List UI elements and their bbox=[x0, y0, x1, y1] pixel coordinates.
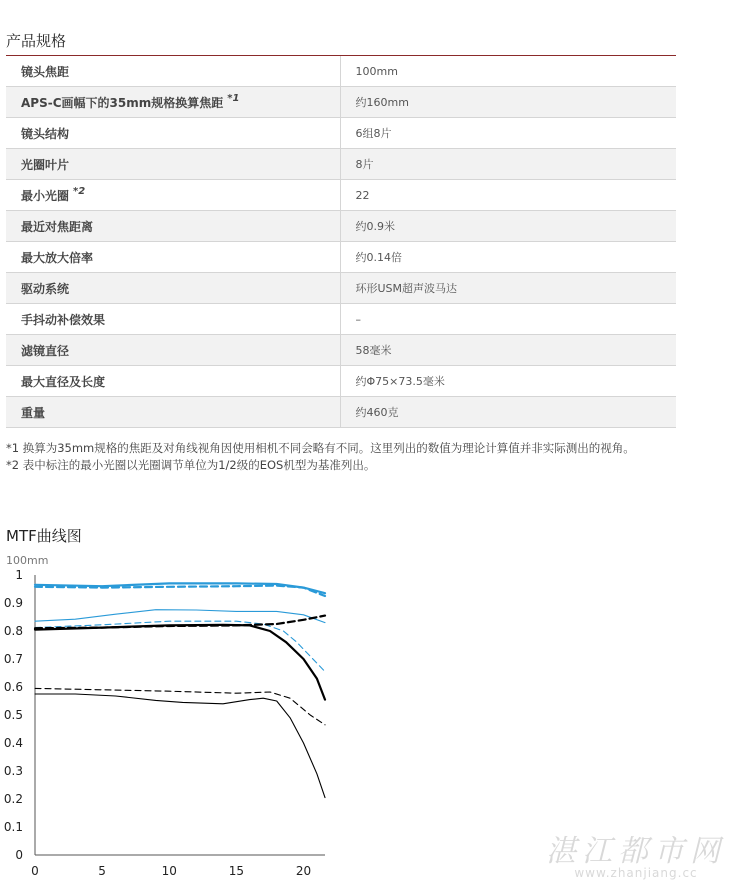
spec-row bbox=[6, 335, 676, 366]
spec-value: – bbox=[340, 304, 676, 335]
spec-label: 驱动系统 bbox=[6, 273, 340, 304]
mtf-series-line bbox=[35, 694, 325, 798]
spec-notes bbox=[6, 440, 635, 474]
spec-row bbox=[6, 242, 676, 273]
spec-row bbox=[6, 87, 676, 118]
spec-row bbox=[6, 273, 676, 304]
spec-row bbox=[6, 180, 676, 211]
spec-table bbox=[6, 56, 676, 428]
y-tick-label: 0.7 bbox=[3, 652, 23, 666]
spec-label: 手抖动补偿效果 bbox=[6, 304, 340, 335]
x-tick-label: 0 bbox=[31, 864, 39, 878]
spec-value: 100mm bbox=[340, 56, 676, 87]
spec-row bbox=[6, 149, 676, 180]
x-tick-label: 5 bbox=[98, 864, 106, 878]
spec-row bbox=[6, 366, 676, 397]
y-tick-label: 0.5 bbox=[3, 708, 23, 722]
mtf-series-line bbox=[35, 625, 325, 700]
mtf-section-title: MTF曲线图 bbox=[6, 527, 82, 545]
mtf-series-line bbox=[35, 586, 325, 596]
x-tick-label: 15 bbox=[228, 864, 245, 878]
spec-value: 22 bbox=[340, 180, 676, 211]
watermark-url: www.zhanjiang.cc bbox=[574, 866, 698, 880]
spec-value: 6组8片 bbox=[340, 118, 676, 149]
y-tick-label: 0.1 bbox=[3, 820, 23, 834]
x-tick-label: 20 bbox=[295, 864, 312, 878]
watermark-logo: 湛江都市网 bbox=[546, 834, 726, 869]
y-tick-label: 0.3 bbox=[3, 764, 23, 778]
x-tick-label: 10 bbox=[161, 864, 177, 878]
spec-value: 约0.14倍 bbox=[340, 242, 676, 273]
spec-value: 约Φ75×73.5毫米 bbox=[340, 366, 676, 397]
spec-label: 最大直径及长度 bbox=[6, 366, 340, 397]
spec-value: 环形USM超声波马达 bbox=[340, 273, 676, 304]
spec-row bbox=[6, 304, 676, 335]
footnote-mark: *2 bbox=[73, 186, 86, 197]
watermark bbox=[546, 826, 726, 880]
spec-value: 约0.9米 bbox=[340, 211, 676, 242]
spec-label: 最小光圈 $^{*2}$ bbox=[6, 180, 340, 211]
spec-value: 58毫米 bbox=[340, 335, 676, 366]
spec-section-title: 产品规格 bbox=[6, 32, 67, 50]
footnote-mark: *1 bbox=[227, 93, 240, 104]
mtf-chart bbox=[0, 548, 340, 888]
spec-row bbox=[6, 118, 676, 149]
spec-label: 滤镜直径 bbox=[6, 335, 340, 366]
y-tick-label: 0.9 bbox=[3, 596, 23, 610]
spec-label: 最近对焦距离 bbox=[6, 211, 340, 242]
spec-label: 重量 bbox=[6, 397, 340, 428]
spec-value: 约160mm bbox=[340, 87, 676, 118]
footnote-1: *1 换算为35mm规格的焦距及对角线视角因使用相机不同会略有不同。这里列出的数值为理论计算值并非实际测出的视角。 bbox=[6, 441, 635, 455]
spec-row bbox=[6, 211, 676, 242]
spec-value: 约460克 bbox=[340, 397, 676, 428]
y-tick-label: 0.8 bbox=[3, 624, 23, 638]
y-tick-label: 0.4 bbox=[3, 736, 23, 750]
spec-row bbox=[6, 56, 676, 87]
y-tick-label: 1 bbox=[15, 568, 23, 582]
spec-label: 光圈叶片 bbox=[6, 149, 340, 180]
footnote-2: *2 表中标注的最小光圈以光圈调节单位为1/2级的EOS机型为基准列出。 bbox=[6, 458, 376, 472]
spec-label: 最大放大倍率 bbox=[6, 242, 340, 273]
y-tick-label: 0.2 bbox=[3, 792, 23, 806]
spec-label: APS-C画幅下的35mm规格换算焦距 $^{*1}$ bbox=[6, 87, 340, 118]
spec-label: 镜头焦距 bbox=[6, 56, 340, 87]
y-tick-label: 0.6 bbox=[3, 680, 23, 694]
spec-value: 8片 bbox=[340, 149, 676, 180]
focal-length-label: 100mm bbox=[6, 554, 49, 567]
y-tick-label: 0 bbox=[15, 848, 23, 862]
spec-label: 镜头结构 bbox=[6, 118, 340, 149]
spec-row bbox=[6, 397, 676, 428]
